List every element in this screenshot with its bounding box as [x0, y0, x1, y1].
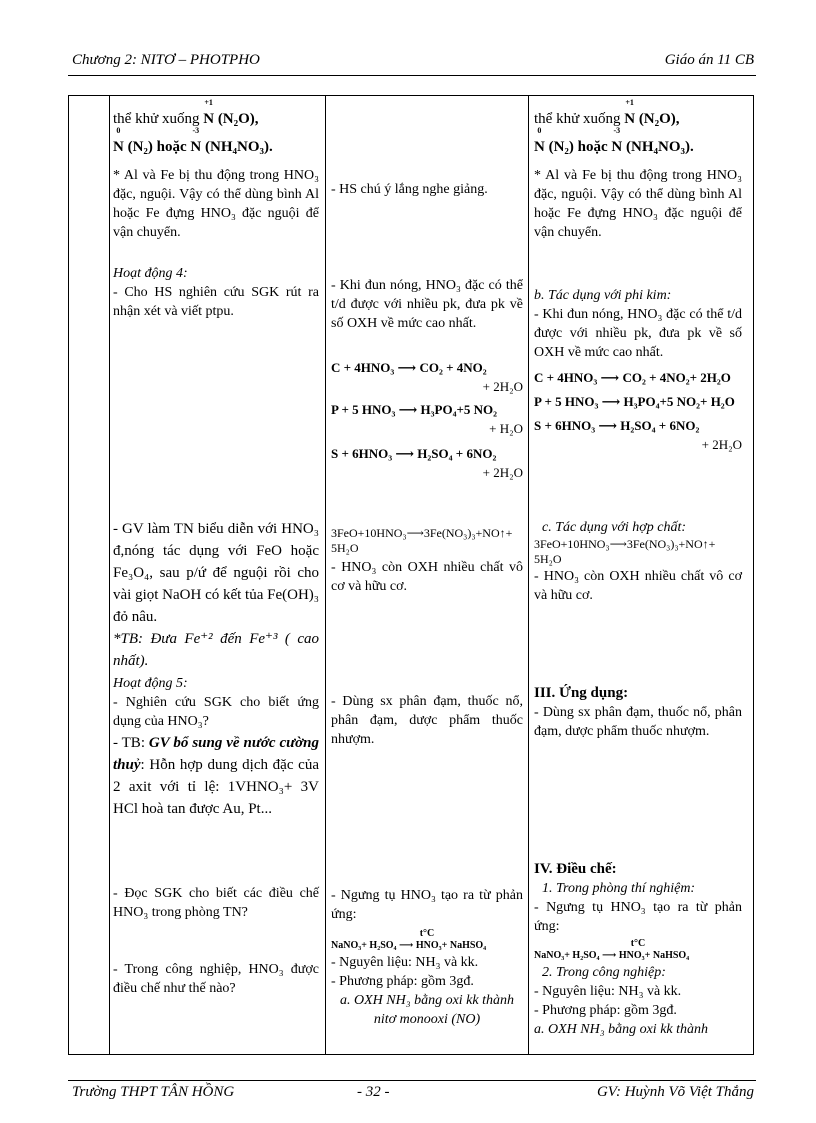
teacher-reduce-block: [113, 98, 319, 158]
student-equations: [331, 358, 523, 482]
content-passivation: * Al và Fe bị thu động trong HNO₃ đặc, nguội. Vậy có thể dùng bình Al hoặc Fe đựng HNO₃ đặc nguội để vận chuyển.: [534, 168, 742, 240]
page-header: [72, 52, 754, 74]
column-divider: [528, 96, 529, 1054]
content-reduce-n2: (N₂) hoặc: [548, 139, 608, 155]
content-b-text: - Khi đun nóng, HNO₃ đặc có thể t/d được với nhiều pk, đưa pk về số OXH về mức cao nhất.: [534, 307, 742, 360]
content-iv-1: 1. Trong phòng thí nghiệm:: [542, 881, 696, 896]
teacher-reduce-nh4no3: (NH₄NO₃).: [205, 139, 273, 155]
page-footer: [72, 1084, 754, 1106]
student-nonmetal: - Khi đun nóng, HNO₃ đặc có thể t/d được với nhiều pk, đưa pk về số OXH về mức cao nhất.: [331, 278, 523, 331]
content-raw: - Nguyên liệu: NH₃ và kk.: [534, 984, 682, 999]
teacher-tb-note: *TB: Đưa Fe⁺² đến Fe⁺³ ( cao nhất).: [113, 631, 319, 669]
activity5-question: - Nghiên cứu SGK cho biết ứng dụng của HNO₃?: [113, 695, 319, 729]
teacher-aqua-regia: [113, 732, 319, 820]
content-step-a: a. OXH NH₃ bằng oxi kk thành: [534, 1022, 709, 1037]
student-prep-condition: t°C: [419, 928, 435, 939]
content-eq3b: + 2H₂O: [701, 437, 742, 452]
oxidation-n-minus3: -3 N: [190, 126, 202, 155]
student-prep: [331, 886, 523, 1029]
footer-rule: [68, 1080, 756, 1081]
student-uses: - Dùng sx phân đạm, thuốc nổ, phân đạm, dược phẩm thuốc nhượm.: [331, 694, 523, 747]
content-c-eq: 3FeO+10HNO₃⟶3Fe(NO₃)₃+NO↑+ 5H₂O: [534, 537, 716, 566]
activity4-text: - Cho HS nghiên cứu SGK rút ra nhận xét và viết ptpu.: [113, 285, 319, 319]
tb-rest: : Hỗn hợp dung dịch đặc của 2 axit với tỉ lệ: 1VHNO₃+ 3V HCl hoà tan được Au, Pt...: [113, 757, 319, 817]
header-rule: [68, 75, 756, 76]
student-prep-text: - Ngưng tụ HNO₃ tạo ra từ phản ứng:: [331, 888, 523, 922]
content-reduce-nh4no3: (NH₄NO₃).: [626, 139, 694, 155]
content-b-title: b. Tác dụng với phi kim:: [534, 288, 672, 303]
column-divider: [325, 96, 326, 1054]
student-compound-text: - HNO₃ còn OXH nhiều chất vô cơ và hữu cơ.: [331, 560, 523, 594]
content-iv-2: 2. Trong công nghiệp:: [542, 965, 666, 980]
activity4-title: Hoạt động 4:: [113, 266, 188, 281]
content-eq2: P + 5 HNO₃ ⟶ H₃PO₄+5 NO₂+ H₂O: [534, 394, 735, 409]
content-c-title: c. Tác dụng với hợp chất:: [542, 520, 687, 535]
teacher-demo: - GV làm TN biểu diễn với HNO₃ đ,nóng tác dụng với FeO hoặc Fe₃O₄, sau p/ứ để nguội rồi cho vài giọt NaOH có kết tủa Fe(OH)₃ đỏ nâu.: [113, 521, 320, 625]
student-compound-eq: 3FeO+10HNO₃⟶3Fe(NO₃)₃+NO↑+ 5H₂O: [331, 526, 513, 555]
content-c-text: - HNO₃ còn OXH nhiều chất vô cơ và hữu cơ.: [534, 569, 742, 603]
footer-teacher: GV: Huỳnh Võ Việt Thắng: [596, 1084, 754, 1100]
teacher-reduce-n2o: (N₂O),: [217, 111, 259, 127]
content-eq3: S + 6HNO₃ ⟶ H₂SO₄ + 6NO₂: [534, 418, 700, 433]
content-iv-title: IV. Điều chế:: [534, 861, 617, 877]
header-chapter: Chương 2: NITƠ – PHOTPHO: [72, 52, 260, 68]
content-uses: [534, 684, 742, 741]
content-iii-text: - Dùng sx phân đạm, thuốc nổ, phân đạm, dược phẩm thuốc nhượm.: [534, 705, 742, 739]
column-divider: [109, 96, 110, 1054]
teacher-passivation: * Al và Fe bị thu động trong HNO₃ đặc, nguội. Vậy có thể dùng bình Al hoặc Fe đựng HNO₃ đặc nguội để vận chuyển.: [113, 168, 319, 240]
student-eq1: C + 4HNO₃ ⟶ CO₂ + 4NO₂: [331, 360, 487, 375]
content-prep-eq: NaNO₃+ H₂SO₄ ⟶ HNO₃+ NaHSO₄: [534, 950, 690, 961]
content-preparation: [534, 860, 742, 1039]
oxidation-n-plus1: +1 N: [203, 98, 215, 127]
footer-school: Trường THPT TÂN HỒNG: [72, 1084, 235, 1100]
content-compound: [534, 518, 742, 605]
teacher-prep-industry: - Trong công nghiệp, HNO₃ được điều chế như thế nào?: [113, 962, 319, 996]
student-prep-eq: NaNO₃+ H₂SO₄ ⟶ HNO₃+ NaHSO₄: [331, 940, 487, 951]
activity5-title: Hoạt động 5:: [113, 676, 188, 691]
oxidation-n-minus3: -3 N: [611, 126, 623, 155]
teacher-activity5: [113, 674, 319, 731]
content-prep-condition: t°C: [630, 938, 646, 949]
student-eq2b: + H₂O: [489, 421, 523, 436]
content-reduce-block: [534, 98, 742, 158]
content-nonmetal: [534, 286, 742, 454]
student-raw: - Nguyên liệu: NH₃ và kk.: [331, 955, 479, 970]
student-eq3b: + 2H₂O: [482, 465, 523, 480]
student-eq3: S + 6HNO₃ ⟶ H₂SO₄ + 6NO₂: [331, 446, 497, 461]
teacher-prep-lab: - Đọc SGK cho biết các điều chế HNO₃ trong phòng TN?: [113, 886, 319, 920]
teacher-reduce-n2: (N₂) hoặc: [127, 139, 187, 155]
content-reduce-n2o: (N₂O),: [638, 111, 680, 127]
lesson-table: [68, 95, 754, 1055]
oxidation-n-zero: 0 N: [534, 126, 545, 155]
tb-prefix: - TB:: [113, 735, 145, 751]
content-method: - Phương pháp: gồm 3gđ.: [534, 1003, 677, 1018]
student-step-a: a. OXH NH₃ bằng oxi kk thành nitơ monooxi (NO): [339, 993, 514, 1027]
content-reduce-line1: thể khử xuống: [534, 111, 621, 127]
oxidation-n-plus1: +1 N: [624, 98, 636, 127]
oxidation-n-zero: 0 N: [113, 126, 124, 155]
student-listen: - HS chú ý lắng nghe giảng.: [331, 182, 488, 197]
student-eq1b: + 2H₂O: [482, 379, 523, 394]
content-eq1: C + 4HNO₃ ⟶ CO₂ + 4NO₂+ 2H₂O: [534, 370, 731, 385]
content-iii-title: III. Ứng dụng:: [534, 685, 629, 701]
student-method: - Phương pháp: gồm 3gđ.: [331, 974, 474, 989]
teacher-reduce-line1: thể khử xuống: [113, 111, 200, 127]
student-eq2: P + 5 HNO₃ ⟶ H₃PO₄+5 NO₂: [331, 402, 498, 417]
content-iv-1-text: - Ngưng tụ HNO₃ tạo ra từ phản ứng:: [534, 900, 742, 934]
teacher-activity4: [113, 264, 319, 321]
footer-page-number: - 32 -: [357, 1084, 390, 1100]
tb-bold: GV bổ sung về nước cường thuỷ: [113, 735, 319, 773]
header-course: Giáo án 11 CB: [664, 52, 754, 68]
